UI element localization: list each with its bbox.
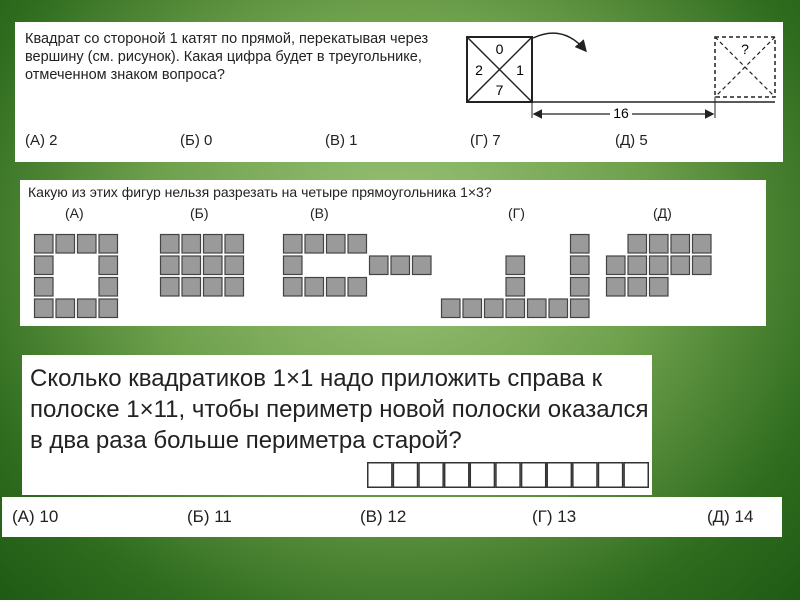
problem-3-option-a[interactable]: (А) 10 (12, 507, 59, 526)
strip-1x11 (367, 462, 649, 488)
grid-cell (99, 235, 118, 254)
grid-cell (327, 235, 346, 254)
grid-cell (99, 299, 118, 318)
grid-cell (485, 299, 504, 318)
strip-cell (419, 463, 443, 488)
grid-cell (506, 299, 525, 318)
problem-3-option-d[interactable]: (Г) 13 (532, 507, 577, 526)
grid-cell (284, 235, 303, 254)
grid-cell (607, 278, 626, 297)
figure-c (284, 235, 432, 297)
grid-cell (284, 278, 303, 297)
roll-arrow (533, 33, 585, 50)
grid-cell (225, 256, 244, 275)
figure-label-b[interactable]: (Б) (190, 205, 209, 221)
grid-cell (571, 256, 590, 275)
grid-cell (506, 256, 525, 275)
strip-cell (624, 463, 648, 488)
grid-cell (225, 278, 244, 297)
grid-cell (35, 235, 54, 254)
grid-cell (442, 299, 461, 318)
grid-cell (607, 256, 626, 275)
problem-1-option-b[interactable]: (Б) 0 (180, 132, 213, 149)
grid-cell (78, 235, 97, 254)
grid-cell (182, 235, 201, 254)
strip-cell (445, 463, 469, 488)
grid-cell (305, 278, 324, 297)
digit-top: 0 (495, 41, 504, 57)
grid-cell (204, 278, 223, 297)
problem-1-option-d[interactable]: (Г) 7 (470, 132, 501, 149)
digit-bottom: 7 (495, 82, 504, 98)
grid-cell (305, 235, 324, 254)
grid-cell (650, 278, 669, 297)
strip-cell (598, 463, 622, 488)
figure-label-d[interactable]: (Г) (508, 205, 525, 221)
rolling-square-diagram (445, 32, 780, 142)
problem-3-option-c[interactable]: (В) 12 (360, 507, 407, 526)
grid-cell (628, 278, 647, 297)
grid-cell (348, 235, 367, 254)
grid-cell (549, 299, 568, 318)
problem-1-option-a[interactable]: (А) 2 (25, 132, 58, 149)
strip-cell (547, 463, 571, 488)
shapes-figure (20, 180, 766, 326)
strip-cell (573, 463, 597, 488)
grid-cell (693, 256, 712, 275)
grid-cell (78, 299, 97, 318)
grid-cell (693, 235, 712, 254)
grid-cell (463, 299, 482, 318)
grid-cell (284, 256, 303, 275)
strip-cell (368, 463, 392, 488)
grid-cell (671, 235, 690, 254)
problem-2-card (20, 180, 766, 326)
problem-3-option-b[interactable]: (Б) 11 (187, 507, 232, 526)
problem-1-card (15, 22, 783, 162)
figure-b (161, 235, 244, 297)
strip-cell (496, 463, 520, 488)
grid-cell (182, 278, 201, 297)
grid-cell (370, 256, 389, 275)
grid-cell (99, 278, 118, 297)
grid-cell (35, 299, 54, 318)
distance-label: 16 (613, 105, 629, 121)
problem-3-card (22, 355, 652, 495)
grid-cell (56, 299, 75, 318)
question-mark: ? (741, 41, 749, 57)
problem-2-question: Какую из этих фигур нельзя разрезать на четыре прямоугольника 1×3? (28, 184, 492, 200)
grid-cell (225, 235, 244, 254)
problem-3-options (2, 497, 782, 537)
figure-label-a[interactable]: (А) (65, 205, 84, 221)
grid-cell (650, 235, 669, 254)
grid-cell (35, 256, 54, 275)
figure-label-c[interactable]: (В) (310, 205, 329, 221)
problem-3-question: Сколько квадратиков 1×1 надо приложить справа к полоске 1×11, чтобы периметр новой полоски оказался в два раза больше периметра старой? (30, 365, 649, 454)
digit-left: 2 (475, 62, 483, 78)
grid-cell (204, 235, 223, 254)
strip-cell (393, 463, 417, 488)
grid-cell (204, 256, 223, 275)
grid-cell (182, 256, 201, 275)
grid-cell (348, 278, 367, 297)
problem-1-question: Квадрат со стороной 1 катят по прямой, перекатывая через вершину (см. рисунок). Какая цифра будет в треугольнике, отмеченном знаком вопроса? (25, 31, 429, 83)
grid-cell (506, 278, 525, 297)
grid-cell (628, 235, 647, 254)
figure-e (607, 235, 712, 297)
grid-cell (571, 299, 590, 318)
grid-cell (35, 278, 54, 297)
figure-d (442, 235, 590, 318)
grid-cell (571, 278, 590, 297)
grid-cell (56, 235, 75, 254)
strip-cell (470, 463, 494, 488)
grid-cell (391, 256, 410, 275)
grid-cell (413, 256, 432, 275)
problem-3-option-e[interactable]: (Д) 14 (707, 507, 754, 526)
grid-cell (671, 256, 690, 275)
grid-cell (161, 235, 180, 254)
grid-cell (327, 278, 346, 297)
grid-cell (99, 256, 118, 275)
grid-cell (571, 235, 590, 254)
grid-cell (161, 256, 180, 275)
grid-cell (161, 278, 180, 297)
grid-cell (650, 256, 669, 275)
grid-cell (628, 256, 647, 275)
strip-cell (522, 463, 546, 488)
problem-1-option-c[interactable]: (В) 1 (325, 132, 358, 149)
figure-label-e[interactable]: (Д) (653, 205, 672, 221)
problem-1-option-e[interactable]: (Д) 5 (615, 132, 648, 149)
grid-cell (528, 299, 547, 318)
figure-a (35, 235, 118, 318)
digit-right: 1 (516, 62, 524, 78)
